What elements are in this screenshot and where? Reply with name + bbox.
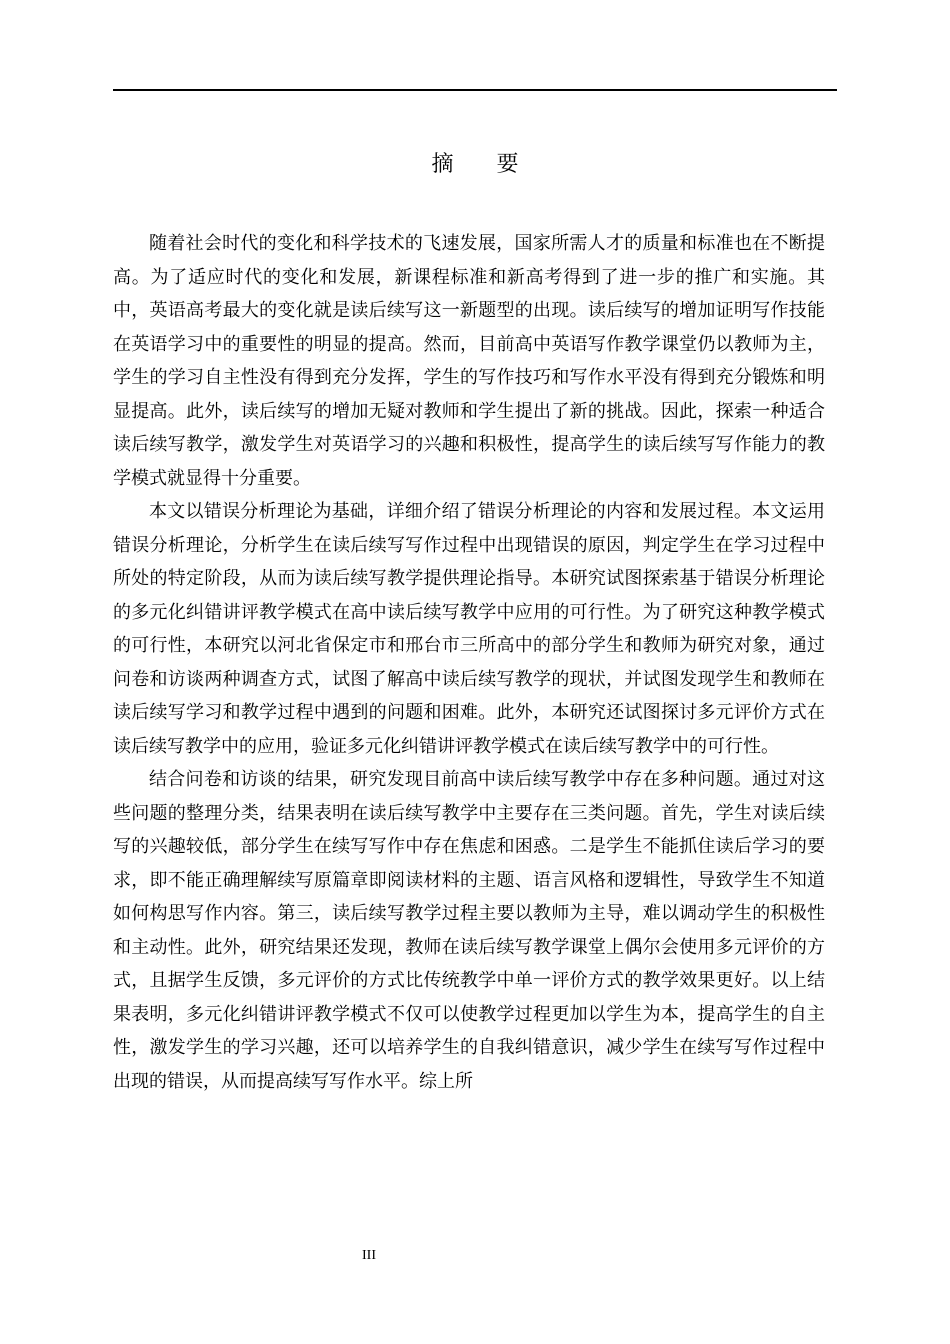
paragraph: 结合问卷和访谈的结果，研究发现目前高中读后续写教学中存在多种问题。通过对这些问题的整理分类，结果表明在读后续写教学中主要存在三类问题。首先，学生对读后续写的兴趣较低，部分学生在续写写作中存在焦虑和困惑。二是学生不能抓住读后学习的要求，即不能正确理解续写原篇章即阅读材料的主题、语言风格和逻辑性，导致学生不知道如何构思写作内容。第三，读后续写教学过程主要以教师为主导，难以调动学生的积极性和主动性。此外，研究结果还发现，教师在读后续写教学课堂上偶尔会使用多元评价的方式，且据学生反馈，多元评价的方式比传统教学中单一评价方式的教学效果更好。以上结果表明，多元化纠错讲评教学模式不仅可以使教学过程更加以学生为本，提高学生的自主性，激发学生的学习兴趣，还可以培养学生的自我纠错意识，减少学生在续写写作过程中出现的错误，从而提高续写写作水平。综上所: [113, 769, 825, 1092]
page-title: 摘 要: [431, 152, 537, 177]
paragraph: 随着社会时代的变化和科学技术的飞速发展，国家所需人才的质量和标准也在不断提高。为了适应时代的变化和发展，新课程标准和新高考得到了进一步的推广和实施。其中，英语高考最大的变化就是读后续写这一新题型的出现。读后续写的增加证明写作技能在英语学习中的重要性的明显的提高。然而，目前高中英语写作教学课堂仍以教师为主，学生的学习自主性没有得到充分发挥，学生的写作技巧和写作水平没有得到充分锻炼和明显提高。此外，读后续写的增加无疑对教师和学生提出了新的挑战。因此，探索一种适合读后续写教学，激发学生对英语学习的兴趣和积极性，提高学生的读后续写写作能力的教学模式就显得十分重要。: [113, 233, 825, 489]
paragraph: 本文以错误分析理论为基础，详细介绍了错误分析理论的内容和发展过程。本文运用错误分析理论，分析学生在读后续写写作过程中出现错误的原因，判定学生在学习过程中所处的特定阶段，从而为读后续写教学提供理论指导。本研究试图探索基于错误分析理论的多元化纠错讲评教学模式在高中读后续写教学中应用的可行性。为了研究这种教学模式的可行性，本研究以河北省保定市和邢台市三所高中的部分学生和教师为研究对象，通过问卷和访谈两种调查方式，试图了解高中读后续写教学的现状，并试图发现学生和教师在读后续写学习和教学过程中遇到的问题和困难。此外，本研究还试图探讨多元评价方式在读后续写教学中的应用，验证多元化纠错讲评教学模式在读后续写教学中的可行性。: [113, 501, 825, 757]
header-rule: [113, 89, 837, 91]
page-number: III: [362, 1248, 376, 1263]
abstract-body: [113, 227, 825, 1098]
